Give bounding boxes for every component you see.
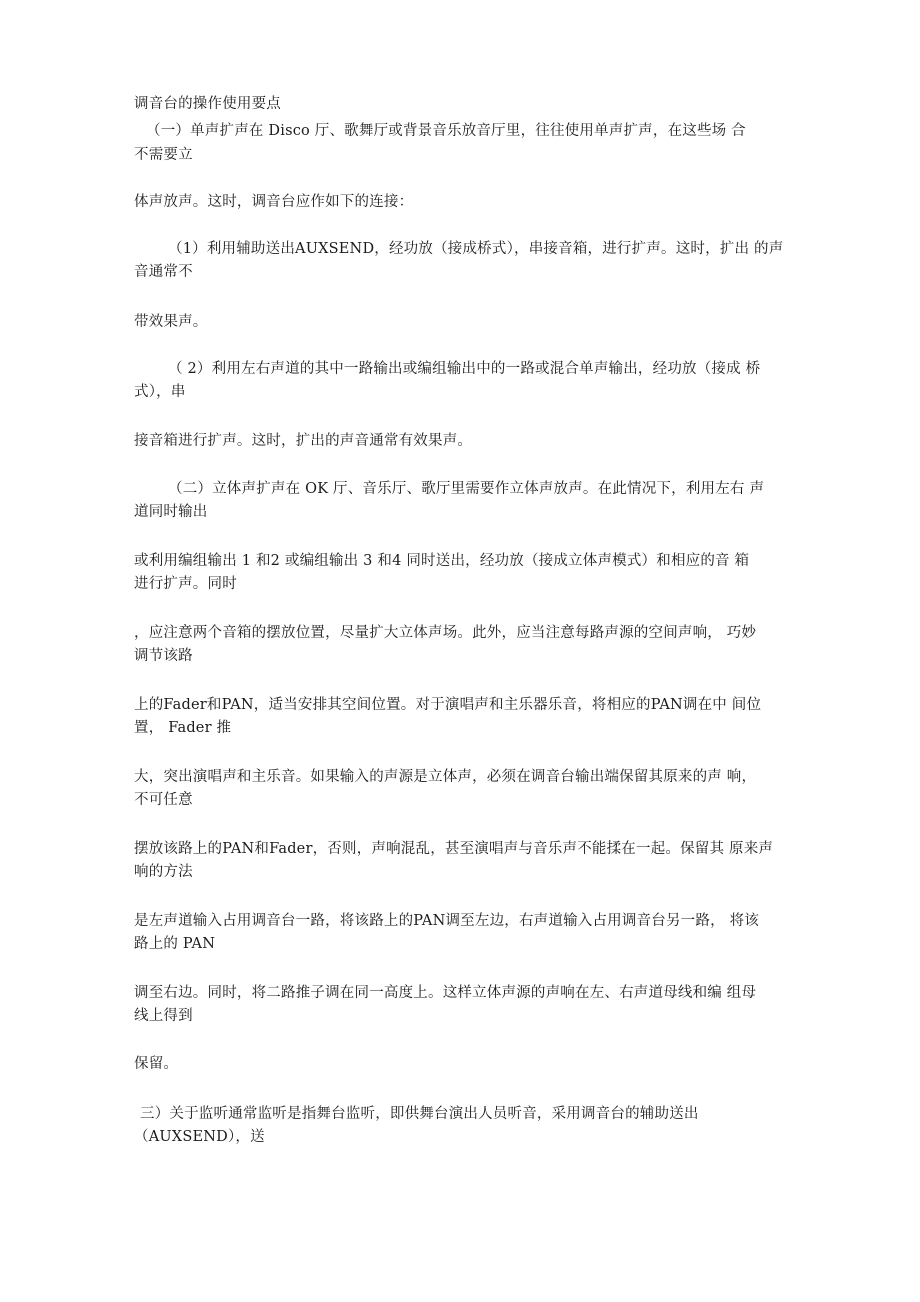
text-line: 大，突出演唱声和主乐音。如果输入的声源是立体声，必须在调音台输出端保留其原来的声 响， — [134, 769, 757, 785]
text-line: 进行扩声。同时 — [134, 576, 237, 592]
text-line: 带效果声。 — [134, 314, 208, 330]
text-line: 式），串 — [134, 384, 186, 400]
text-line: 响的方法 — [134, 864, 193, 880]
text-line: 体声放声。这时，调音台应作如下的连接： — [134, 194, 414, 210]
text-line: （一）单声扩声在 Disco 厅、歌舞厅或背景音乐放音厅里，往往使用单声扩声，在这些场 合 — [146, 123, 746, 139]
text-line: 或利用编组输出 1 和2 或编组输出 3 和4 同时送出，经功放（接成立体声模式）和相应的音 箱 — [134, 553, 750, 569]
text-line: （ 2）利用左右声道的其中一路输出或编组输出中的一路或混合单声输出，经功放（接成 桥 — [168, 361, 761, 377]
text-line: 摆放该路上的PAN和Fader，否则，声响混乱，甚至演唱声与音乐声不能揉在一起。保留其 原来声 — [134, 841, 774, 857]
text-line: 音通常不 — [134, 264, 193, 280]
text-line: ，应注意两个音箱的摆放位置，尽量扩大立体声场。此外，应当注意每路声源的空间声响， 巧妙 — [134, 625, 757, 641]
text-line: （AUXSEND），送 — [134, 1129, 265, 1145]
text-line: 保留。 — [134, 1056, 179, 1072]
text-line: 上的Fader和PAN，适当安排其空间位置。对于演唱声和主乐器乐音，将相应的PAN调在中 间位 — [134, 697, 762, 713]
text-line: 道同时输出 — [134, 504, 208, 520]
text-line: 接音箱进行扩声。这时，扩出的声音通常有效果声。 — [134, 433, 473, 449]
text-line: 是左声道输入占用调音台一路，将该路上的PAN调至左边，右声道输入占用调音台另一路， 将该 — [134, 913, 759, 929]
text-line: 线上得到 — [134, 1008, 193, 1024]
text-line: 置， Fader 推 — [134, 720, 232, 736]
text-line: 不需要立 — [134, 147, 193, 163]
text-line: （1）利用辅助送出AUXSEND，经功放（接成桥式），串接音箱，进行扩声。这时，扩出 的声 — [168, 241, 784, 257]
text-line: 不可任意 — [134, 792, 193, 808]
text-line: 调至右边。同时，将二路推子调在同一高度上。这样立体声源的声响在左、右声道母线和编 组母 — [134, 985, 757, 1001]
text-line: 三）关于监听通常监听是指舞台监听，即供舞台演出人员听音，采用调音台的辅助送出 — [140, 1106, 699, 1122]
text-line: 路上的 PAN — [134, 936, 216, 952]
document-title: 调音台的操作使用要点 — [134, 96, 281, 112]
text-line: （二）立体声扩声在 OK 厅、音乐厅、歌厅里需要作立体声放声。在此情况下，利用左右 声 — [168, 481, 765, 497]
text-line: 调节该路 — [134, 648, 193, 664]
